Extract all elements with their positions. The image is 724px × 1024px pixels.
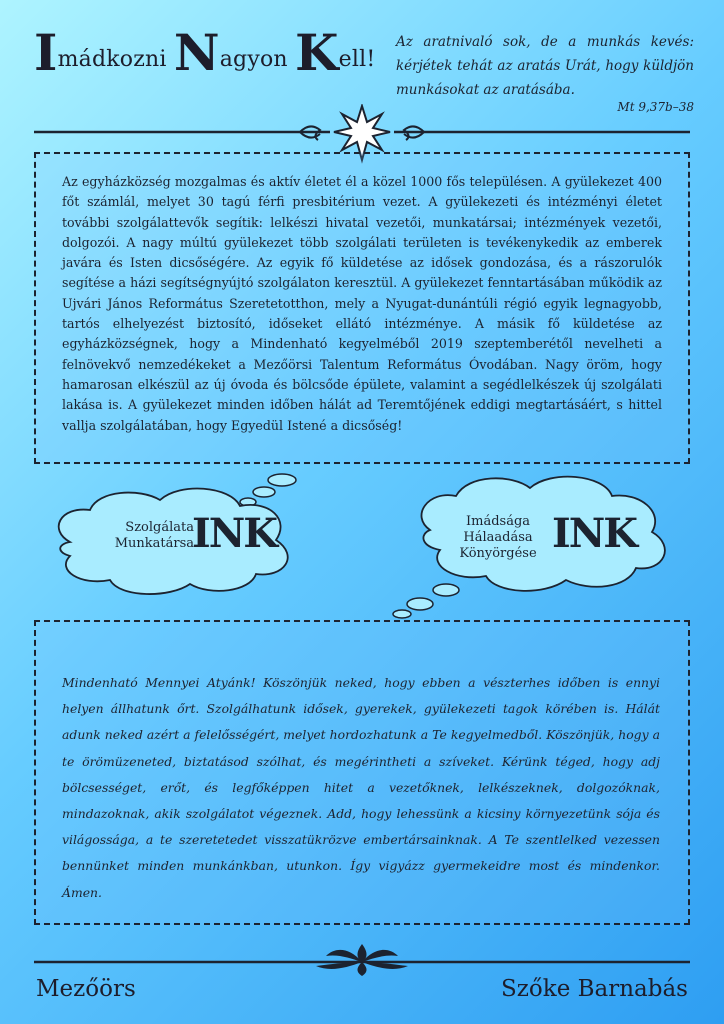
prayer-box [34,620,690,925]
footer-location: Mezőörs [36,976,136,1002]
page-title [34,23,376,82]
cloud-right-line-1: Imádsága [465,514,531,529]
cloud-left-line-1: Szolgálata [125,520,194,535]
cloud-right-label [448,514,548,562]
cloud-right-line-3: Könyörgése [459,546,537,561]
cloud-right-line-2: Hálaadása [463,530,533,545]
cloud-left-ink: INK [192,510,277,557]
bible-quote-reference: Mt 9,37b–38 [617,100,694,114]
title-word-1: mádkozni [57,47,174,72]
title-word-2: agyon [219,47,295,72]
floral-ornament-icon [0,938,724,978]
title-initial-2: N [173,23,220,82]
cloud-left-label [82,520,194,552]
footer-author: Szőke Barnabás [501,976,688,1002]
bible-quote: Az aratnivaló sok, de a munkás kevés: kérjétek tehát az aratás Urát, hogy küldjön munkásokat az aratásába. [396,34,694,98]
title-initial-1: I [34,23,58,82]
cloud-right-ink: INK [552,510,637,557]
title-initial-3: K [294,23,339,82]
prayer-text: Mindenható Mennyei Atyánk! Köszönjük neked, hogy ebben a vészterhes időben is ennyi helyen állhatunk őrt. Szolgálhatunk idősek, gyerekek, gyülekezeti tagok körében is. Hálát adunk neked azért a felelősségért, melyet hordozhatunk a Te kegyelmedből. Köszönjük, hogy a te örömüzeneted, biztatásod szólhat, és megérintheti a szíveket. Kérünk téged, hogy adj bölcsességet, erőt, és legfőképpen hitet a vezetőknek, lelkészeknek, dolgozóknak, mindazoknak, akik szolgálatot végeznek. Add, hogy lehessünk a kicsiny környezetünk sója és világossága, a te szeretetedet visszatükrözve embertársainknak. A Te szentlelked vezessen bennünket minden munkánkban, utunkon. Így vigyázz gyermekeidre most és mindenkor. Ámen. [62,675,660,900]
intro-box [34,152,690,464]
title-word-3: ell! [338,47,376,72]
intro-text: Az egyházközség mozgalmas és aktív életet él a közel 1000 fős településen. A gyülekezet 400 főt számlál, melyet 30 tagú férfi presbitérium vezet. A gyülekezeti és intézményi életet további szolgálattevők segítik: lelkészi hivatal vezetői, munkatársai; intézmények vezetői, dolgozói. A nagy múltú gyülekezet több szolgálati területen is tevékenykedik az emberek javára és Isten dicsőségére. Az egyik fő küldetése az idősek gondozása, és a rászorulók segítése a házi segítségnyújtó szolgálaton keresztül. A gyülekezet fenntartásában működik az Ujvári János Református Szeretetotthon, mely a Nyugat-dunántúli régió egyik legnagyobb, tartós elhelyezést biztosító, időseket ellátó intézménye. A másik fő küldetése az egyházközségnek, hogy a Mindenható kegyelméből 2019 szeptemberétől nevelheti a felnövekvő nemzedékeket a Mezőörsi Talentum Református Óvodában. Nagy öröm, hogy hamarosan elkészül az új óvoda és bölcsőde épülete, valamint a segédlelkészek új szolgálati lakása is. A gyülekezet minden időben hálát ad Teremtőjének eddigi megtartásáért, s hittel vallja szolgálatában, hogy Egyedül Istené a dicsőség! [62,174,662,433]
cloud-left-line-2: Munkatársa [114,536,194,551]
